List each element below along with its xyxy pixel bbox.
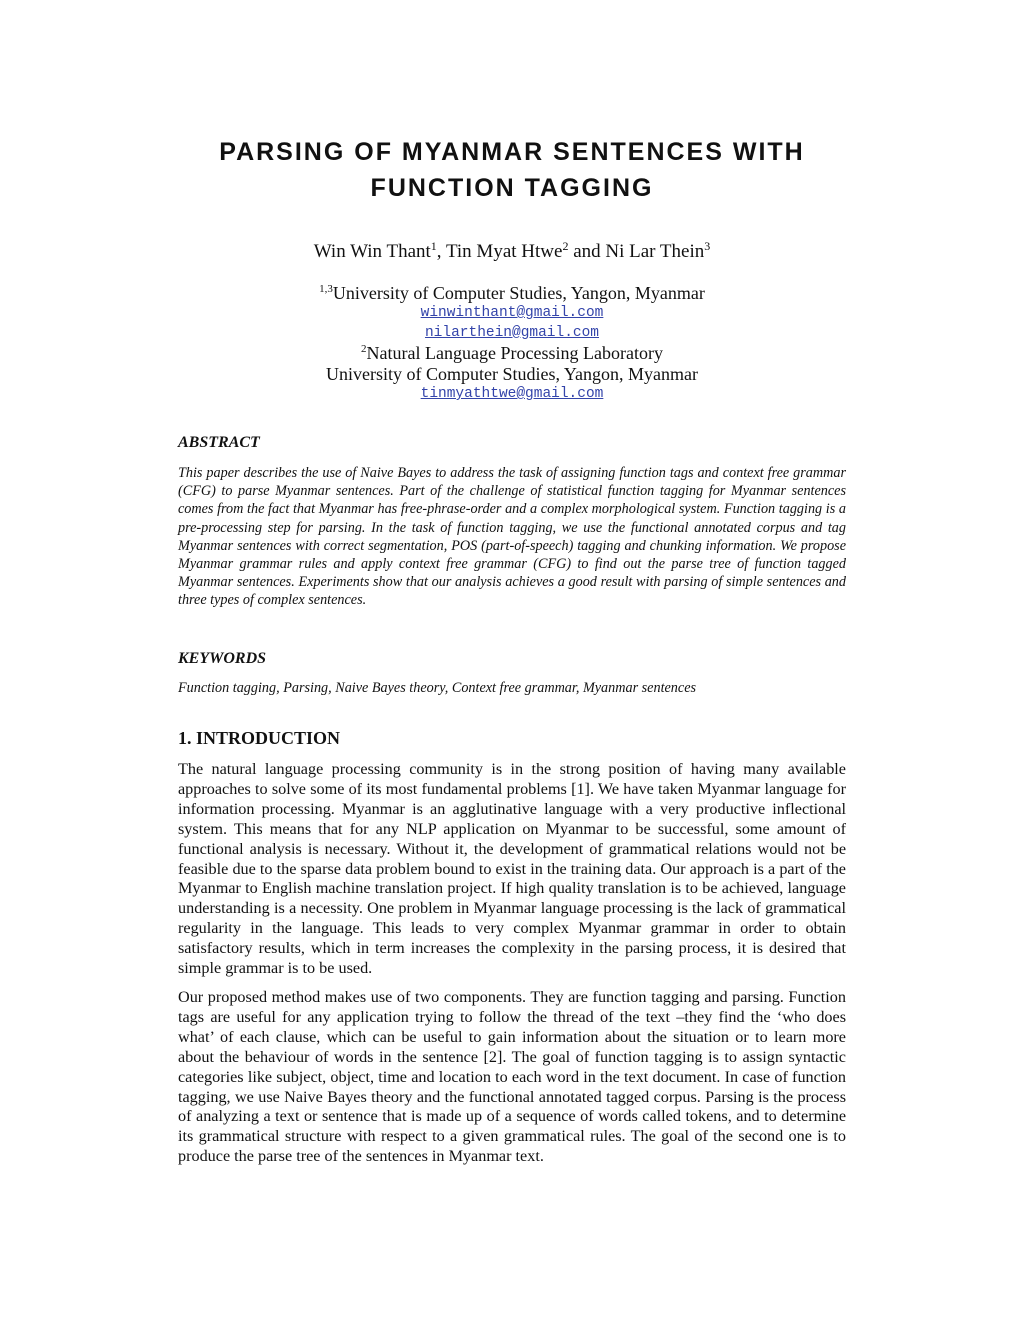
email-link-1[interactable]: winwinthant@gmail.com bbox=[420, 305, 604, 321]
email-link-3[interactable]: tinmyathtwe@gmail.com bbox=[420, 386, 604, 402]
author-1-affil-mark: 1 bbox=[430, 239, 437, 253]
affiliation-2-lab: Natural Language Processing Laboratory bbox=[366, 343, 663, 363]
author-2: Tin Myat Htwe bbox=[445, 241, 563, 262]
keywords-heading: KEYWORDS bbox=[178, 650, 267, 667]
abstract-text: This paper describes the use of Naive Bayes to address the task of assigning function tags and context free grammar (CFG) to parse Myanmar sentences. Part of the challenge of statistical function tagging for Myanmar sentences comes from the fact that Myanmar has free-phrase-order and a complex morphological system. Function tagging is a pre-processing step for parsing. In the task of function tagging, we use the functional annotated corpus and tag Myanmar sentences with correct segmentation, POS (part-of-speech) tagging and chunking information. We propose Myanmar grammar rules and apply context free grammar (CFG) to find out the parse tree of function tagged Myanmar sentences. Experiments show that our analysis achieves a good result with parsing of simple sentences and three types of complex sentences. bbox=[178, 465, 846, 609]
title-line-1: PARSING OF MYANMAR SENTENCES WITH bbox=[219, 138, 805, 166]
author-2-affil-mark: 2 bbox=[562, 239, 569, 253]
keywords-text: Function tagging, Parsing, Naive Bayes theory, Context free grammar, Myanmar sentences bbox=[178, 680, 697, 696]
author-separator: , bbox=[436, 241, 446, 262]
author-3-affil-mark: 3 bbox=[704, 239, 711, 253]
title-line-2: FUNCTION TAGGING bbox=[370, 174, 654, 202]
affiliation-2-mark: 2 bbox=[361, 343, 367, 355]
affiliation-2 bbox=[120, 343, 904, 364]
affiliation-1-text: University of Computer Studies, Yangon, Myanmar bbox=[332, 283, 705, 303]
introduction-paragraph-2: Our proposed method makes use of two components. They are function tagging and parsing. Function tags are useful for any application trying to follow the thread of the text –they find the ‘who does what’ of each clause, which can be useful to gain information about the situation or to learn more about the behaviour of words in the sentence [2]. The goal of function tagging is to assign syntactic categories like subject, object, time and location to each word in the text document. In case of function tagging, we use Naive Bayes theory and the functional annotated tagged corpus. Parsing is the process of analyzing a text or sentence that is made up of a sequence of words called tokens, and to determine its grammatical structure with respect to a given grammatical rules. The goal of the second one is to produce the parse tree of the sentences in Myanmar text. bbox=[178, 988, 846, 1166]
email-link-2[interactable]: nilarthein@gmail.com bbox=[424, 324, 600, 341]
author-1: Win Win Thant bbox=[313, 241, 431, 262]
author-3: Ni Lar Thein bbox=[605, 241, 705, 262]
author-list bbox=[120, 238, 904, 266]
introduction-paragraph-1: The natural language processing community is in the strong position of having many available approaches to solve some of its most fundamental problems [1]. We have taken Myanmar language for information processing. Myanmar is an agglutinative language with a very productive inflectional system. This means that for any NLP application on Myanmar to be successful, some amount of functional analysis is necessary. Without it, the development of grammatical relations would not be feasible due to the sparse data problem bound to exist in the training data. Our approach is a part of the Myanmar to English machine translation project. If high quality translation is to be achieved, language understanding is a necessity. One problem in Myanmar language processing is the lack of grammatical regularity in the language. This leads to very complex Myanmar grammar in order to obtain satisfactory results, which in term increases the complexity in the parsing process, it is desired that simple grammar is to be used. bbox=[178, 760, 846, 978]
affiliations bbox=[120, 283, 904, 405]
affiliation-1-mark: 1,3 bbox=[319, 283, 333, 295]
affiliation-2-university: University of Computer Studies, Yangon, Myanmar bbox=[326, 364, 698, 384]
paper-title bbox=[120, 134, 904, 206]
author-separator: and bbox=[568, 241, 606, 262]
abstract-heading: ABSTRACT bbox=[178, 434, 260, 451]
affiliation-1 bbox=[120, 283, 904, 304]
introduction-heading: 1. INTRODUCTION bbox=[178, 728, 341, 748]
